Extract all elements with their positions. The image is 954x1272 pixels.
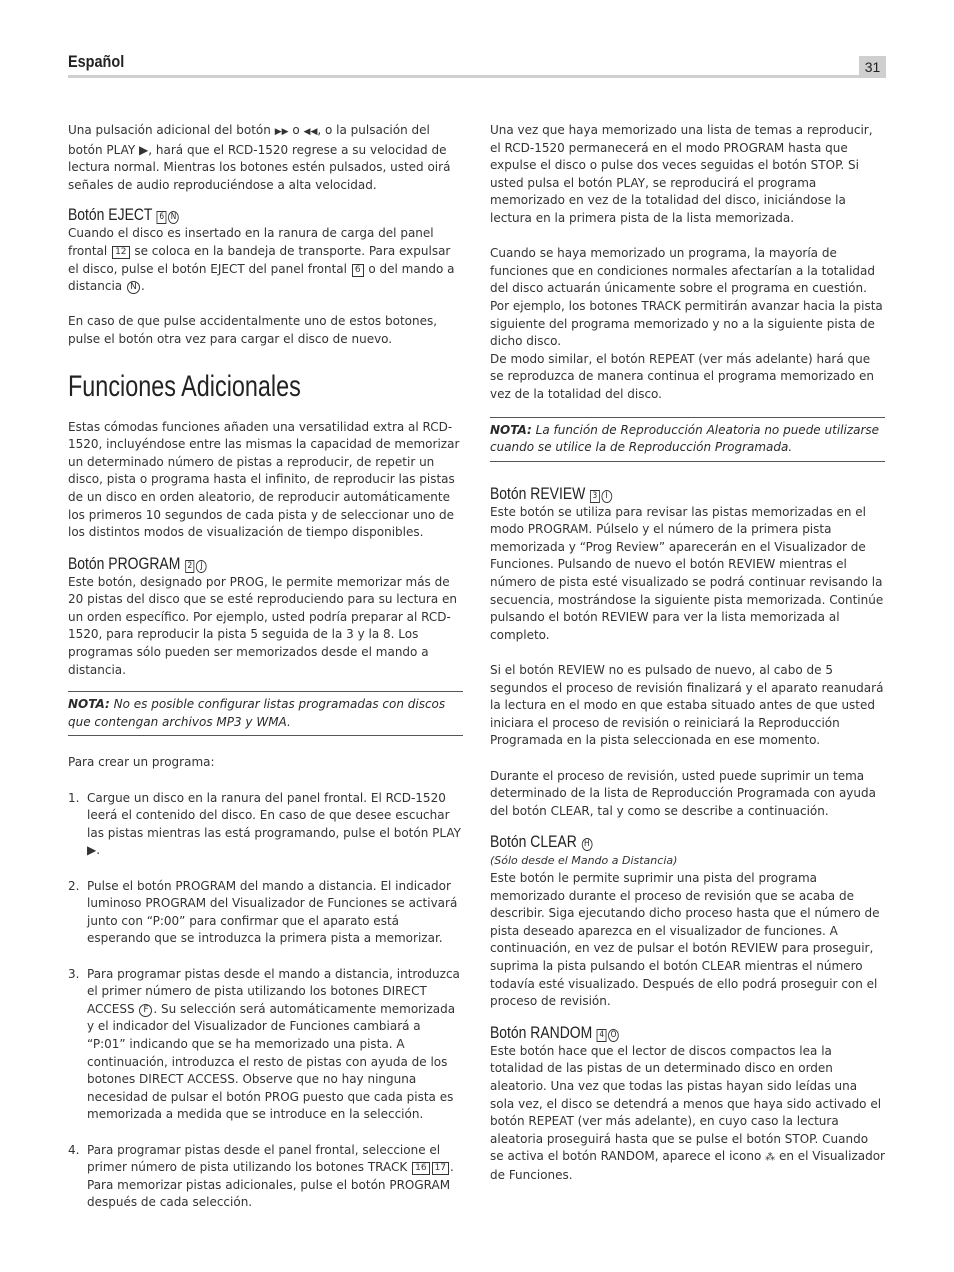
program-steps-list bbox=[68, 790, 463, 1212]
list-item: 4. Para programar pistas desde el panel frontal, seleccione el primer número de pista utilizando los botones TRACK 16 17 . Para memorizar pistas adicionales, pulse el botón PROGRAM después de cada selección. bbox=[68, 1142, 454, 1210]
review-paragraph-2: Si el botón REVIEW no es pulsado de nuevo, al cabo de 5 segundos el proceso de revisión finalizará y el aparato reanudará la lectura en el modo en que estaba situado antes de que usted iniciara el proceso de revisión o reiniciará la Reproducción Programada en la pista seleccionada en ese momento. bbox=[490, 663, 884, 748]
list-item: 3. Para programar pistas desde el mando a distancia, introduzca el primer número de pista utilizando los botones DIRECT ACCESS F . Su selección será automáticamente memorizada y el indicador del Visualizador de Funciones cambiará a “P:01” indicando que se ha memorizado una pista. A continuación, introduzca el resto de pistas con ayuda de los botones DIRECT ACCESS. Observe que no hay ninguna necesidad de pulsar el botón PROG puesto que cada pista es memorizada a medida que se introduce en la selección. bbox=[68, 966, 460, 1122]
review-panel-key-icon: 3 bbox=[590, 490, 600, 503]
clear-subtitle: (Sólo desde el Mando a Distancia) bbox=[490, 854, 678, 868]
eject-panel-key-icon: 6 bbox=[157, 211, 167, 224]
eject-heading: Botón EJECT 6 N bbox=[68, 205, 392, 225]
clear-remote-key-icon: H bbox=[581, 838, 592, 851]
right-paragraph-3: De modo similar, el botón REPEAT (ver más adelante) hará que se reproduzca de manera continua el programa memorizado en vez de la totalidad del disco. bbox=[490, 351, 875, 401]
para-crear-label: Para crear un programa: bbox=[68, 755, 215, 770]
track-prev-key-icon: 16 bbox=[412, 1162, 429, 1175]
clear-heading: Botón CLEAR H bbox=[490, 832, 814, 852]
program-heading: Botón PROGRAM 2 J bbox=[68, 554, 392, 574]
list-item: 2. Pulse el botón PROGRAM del mando a distancia. El indicador luminoso PROGRAM del Visualizador de Funciones se activará junto con “P:00” para confirmar que el aparato está esperando que se introduzca la primera pista a memorizar. bbox=[68, 878, 458, 946]
funciones-paragraph: Estas cómodas funciones añaden una versatilidad extra al RCD-1520, incluyéndose entre las mismas la capacidad de memorizar un determinado número de pistas a reproducir, de repetir un disco, pista o programa hasta el infinito, de reproducir las pistas de un disco en orden aleatorio, de reproducir automáticamente los primeros 10 segundos de cada pista y de seleccionar uno de los distintos modos de visualización de tiempo disponibles. bbox=[68, 419, 460, 540]
program-paragraph: Este botón, designado por PROG, le permite memorizar más de 20 pistas del disco que se esté reproduciendo para su lectura en un orden específico. Por ejemplo, usted podría preparar al RCD-1520, para reproducir la pista 5 seguida de la 3 y la 8. Los programas sólo pueden ser memorizados desde el mando a distancia. bbox=[68, 574, 457, 677]
right-paragraph-1: Una vez que haya memorizado una lista de temas a reproducir, el RCD-1520 permanecerá en el modo PROGRAM hasta que expulse el disco o pulse dos veces seguidas el botón STOP. Si usted pulsa el botón PLAY, se reproducirá el programa memorizado en vez de la totalidad del disco, iniciándose la lectura en la primera pista de la lista memorizada. bbox=[490, 123, 873, 225]
random-remote-key-icon: O bbox=[608, 1029, 619, 1042]
eject-key-icon: 6 bbox=[352, 264, 364, 277]
fast-forward-icon: ▶▶ bbox=[274, 127, 289, 137]
random-display-icon: ⁂ bbox=[765, 1152, 776, 1164]
program-panel-key-icon: 2 bbox=[185, 560, 195, 573]
right-column bbox=[490, 122, 885, 1184]
list-item: 1. Cargue un disco en la ranura del panel frontal. El RCD-1520 leerá el contenido del disco. En caso de que desee escuchar las pistas mientras las está programando, pulse el botón PLAY ▶. bbox=[68, 790, 461, 858]
eject-paragraph-1: Cuando el disco es insertado en la ranura de carga del panel frontal 12 se coloca en la bandeja de transporte. Para expulsar el disco, pulse el botón EJECT del panel frontal 6 o del mando a distancia N . bbox=[68, 226, 455, 294]
random-panel-key-icon: 4 bbox=[597, 1029, 607, 1042]
rewind-icon: ◀◀ bbox=[303, 127, 318, 137]
review-paragraph-3: Durante el proceso de revisión, usted puede suprimir un tema determinado de la lista de Reproducción Programada con ayuda del botón CLEAR, tal y como se describe a continuación. bbox=[490, 768, 876, 818]
clear-paragraph: Este botón le permite suprimir una pista del programa memorizado durante el proceso de revisión que se acaba de describir. Siga ejecutando dicho proceso hasta que el número de pista deseado aparezca en el visualizador de funciones. A continuación, en vez de pulsar el botón REVIEW para proseguir, suprima la pista pulsando el botón CLEAR mientras el número todavía esté visualizado. Después de ello podrá proseguir con el proceso de revisión. bbox=[490, 870, 880, 1009]
review-heading: Botón REVIEW 3 I bbox=[490, 484, 814, 504]
random-heading: Botón RANDOM 4 O bbox=[490, 1023, 814, 1043]
intro-paragraph: Una pulsación adicional del botón ▶▶ o ◀◀, o la pulsación del botón PLAY ▶, hará que el RCD-1520 regrese a su velocidad de lectura normal. Mientras los botones estén pulsados, usted oirá señales de audio reproduciéndose a alta velocidad. bbox=[68, 123, 451, 192]
review-remote-key-icon: I bbox=[601, 490, 612, 503]
eject-remote-key-icon: N bbox=[168, 211, 179, 224]
section-language-label: Español bbox=[68, 52, 125, 71]
header-divider bbox=[68, 75, 886, 78]
remote-eject-key-icon: N bbox=[127, 281, 140, 294]
direct-access-key-icon: F bbox=[139, 1004, 152, 1017]
funciones-title: Funciones Adicionales bbox=[68, 369, 301, 403]
page-number: 31 bbox=[859, 56, 886, 78]
program-remote-key-icon: J bbox=[196, 560, 207, 573]
random-paragraph: Este botón hace que el lector de discos compactos lea la totalidad de las pistas de un determinado disco en orden aleatorio. Una vez que todas las pistas hayan sido leídas una sola vez, el disco se detendrá a menos que haya sido activado el botón REPEAT (ver más adelante), en cuyo caso la lectura aleatoria proseguirá hasta que se pulse el botón STOP. Cuando se activa el botón RANDOM, aparece el icono ⁂ en el Visualizador de Funciones. bbox=[490, 1043, 885, 1182]
review-paragraph-1: Este botón se utiliza para revisar las pistas memorizadas en el modo PROGRAM. Púlselo y el número de la primera pista memorizada y “Prog Review” aparecerán en el Visualizador de Funciones. Pulsando de nuevo el botón REVIEW mientras el número de pista esté visualizado se podrá continuar revisando la secuencia, mostrándose la siguiente pista memorizada. Continúe pulsando el botón REVIEW para ver la lista memorizada al completo. bbox=[490, 504, 884, 642]
note-box-left: NOTA: No es posible configurar listas programadas con discos que contengan archivos MP3 y WMA. bbox=[68, 691, 463, 736]
track-next-key-icon: 17 bbox=[432, 1162, 449, 1175]
eject-paragraph-2: En caso de que pulse accidentalmente uno de estos botones, pulse el botón otra vez para cargar el disco de nuevo. bbox=[68, 314, 438, 346]
right-paragraph-2: Cuando se haya memorizado un programa, la mayoría de funciones que en condiciones normales afectarían a la totalidad del disco actuarán únicamente sobre el programa en cuestión. Por ejemplo, los botones TRACK permitirán avanzar hacia la pista siguiente del programa memorizado y no a la siguiente pista de dicho disco. bbox=[490, 246, 883, 349]
left-column bbox=[68, 122, 463, 1212]
slot-key-icon: 12 bbox=[112, 246, 129, 259]
note-box-right: NOTA: La función de Reproducción Aleatoria no puede utilizarse cuando se utilice la de Reproducción Programada. bbox=[490, 417, 885, 462]
